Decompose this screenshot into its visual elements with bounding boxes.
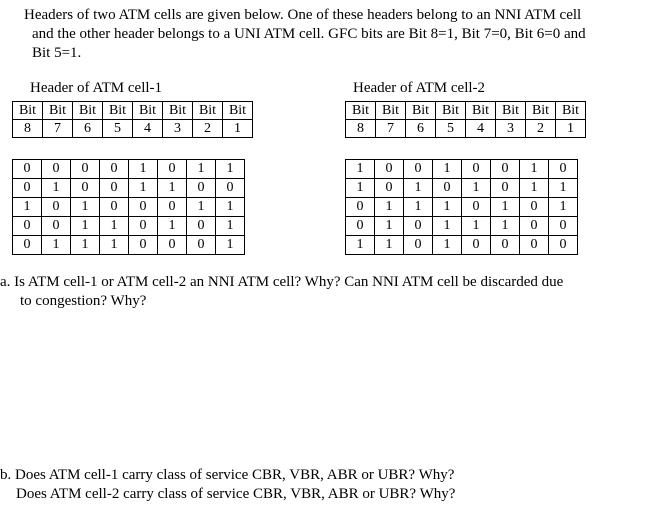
bit-label: Bit: [496, 102, 526, 120]
bit-cell: 1: [71, 198, 100, 217]
bit-cell: 1: [216, 217, 245, 236]
cell1-bit-header-table: [12, 101, 253, 138]
bit-number: 7: [43, 120, 73, 138]
bit-cell: 0: [13, 217, 42, 236]
table-row: [13, 179, 245, 198]
bit-cell: 1: [100, 217, 129, 236]
bit-cell: 0: [462, 236, 491, 255]
intro-line-1: Headers of two ATM cells are given below. One of these headers belong to an NNI ATM cell: [24, 7, 582, 23]
bit-label: Bit: [193, 102, 223, 120]
cell2-title: Header of ATM cell-2: [353, 80, 486, 96]
table-row: [346, 160, 578, 179]
bit-cell: 0: [346, 198, 375, 217]
table-row: [346, 179, 578, 198]
bit-cell: 0: [71, 160, 100, 179]
bit-cell: 0: [462, 160, 491, 179]
bit-cell: 0: [404, 217, 433, 236]
bit-cell: 1: [375, 236, 404, 255]
bit-number: 8: [346, 120, 376, 138]
question-a-line-1: a. Is ATM cell-1 or ATM cell-2 an NNI ATM cell? Why? Can NNI ATM cell be discarded due: [0, 274, 564, 290]
bit-label: Bit: [223, 102, 253, 120]
bit-label: Bit: [376, 102, 406, 120]
bit-cell: 1: [520, 160, 549, 179]
table-row: [13, 236, 245, 255]
bit-cell: 1: [216, 198, 245, 217]
cell1-title: Header of ATM cell-1: [30, 80, 163, 96]
table-row: [13, 160, 245, 179]
bit-number: 8: [13, 120, 43, 138]
bit-label: Bit: [43, 102, 73, 120]
bit-label: Bit: [73, 102, 103, 120]
bit-cell: 0: [129, 198, 158, 217]
bit-cell: 0: [158, 198, 187, 217]
bit-label: Bit: [103, 102, 133, 120]
bit-cell: 1: [549, 179, 578, 198]
bit-label: Bit: [13, 102, 43, 120]
bit-cell: 0: [462, 198, 491, 217]
bit-cell: 1: [187, 198, 216, 217]
bit-cell: 0: [520, 217, 549, 236]
question-b-line-2: Does ATM cell-2 carry class of service CBR, VBR, ABR or UBR? Why?: [16, 486, 456, 502]
bit-number: 1: [556, 120, 586, 138]
bit-cell: 1: [462, 179, 491, 198]
bit-cell: 1: [129, 179, 158, 198]
bit-cell: 0: [216, 179, 245, 198]
bit-cell: 1: [71, 217, 100, 236]
table-row: [13, 217, 245, 236]
bit-number: 7: [376, 120, 406, 138]
question-b-line-1: b. Does ATM cell-1 carry class of service CBR, VBR, ABR or UBR? Why?: [0, 467, 455, 483]
bit-cell: 0: [158, 160, 187, 179]
cell1-bit-number-row: [13, 120, 253, 138]
bit-cell: 1: [187, 160, 216, 179]
bit-cell: 0: [549, 217, 578, 236]
bit-cell: 1: [158, 179, 187, 198]
bit-cell: 1: [433, 198, 462, 217]
bit-cell: 0: [42, 198, 71, 217]
bit-label: Bit: [556, 102, 586, 120]
bit-cell: 0: [491, 236, 520, 255]
cell2-bits-table: [345, 159, 578, 255]
bit-cell: 1: [375, 198, 404, 217]
bit-cell: 1: [346, 160, 375, 179]
table-row: [346, 236, 578, 255]
bit-cell: 1: [433, 217, 462, 236]
bit-cell: 1: [71, 236, 100, 255]
bit-number: 1: [223, 120, 253, 138]
bit-cell: 0: [13, 160, 42, 179]
bit-cell: 0: [158, 236, 187, 255]
bit-number: 6: [406, 120, 436, 138]
bit-cell: 0: [13, 236, 42, 255]
bit-label: Bit: [466, 102, 496, 120]
intro-line-2: and the other header belongs to a UNI ATM cell. GFC bits are Bit 8=1, Bit 7=0, Bit 6=0 and: [32, 26, 586, 42]
bit-cell: 1: [462, 217, 491, 236]
bit-label: Bit: [436, 102, 466, 120]
intro-paragraph: [24, 6, 624, 63]
bit-label: Bit: [163, 102, 193, 120]
bit-cell: 1: [158, 217, 187, 236]
bit-cell: 0: [100, 179, 129, 198]
bit-number: 2: [526, 120, 556, 138]
bit-label: Bit: [526, 102, 556, 120]
bit-cell: 0: [71, 179, 100, 198]
bit-cell: 0: [100, 198, 129, 217]
bit-cell: 0: [187, 179, 216, 198]
table-row: [346, 217, 578, 236]
bit-cell: 0: [375, 179, 404, 198]
bit-cell: 0: [549, 160, 578, 179]
bit-number: 6: [73, 120, 103, 138]
bit-cell: 0: [346, 217, 375, 236]
bit-cell: 0: [375, 160, 404, 179]
bit-cell: 1: [13, 198, 42, 217]
bit-cell: 1: [549, 198, 578, 217]
bit-cell: 0: [549, 236, 578, 255]
question-a-line-2: to congestion? Why?: [20, 293, 147, 309]
bit-cell: 1: [42, 236, 71, 255]
bit-cell: 1: [346, 236, 375, 255]
bit-cell: 1: [42, 179, 71, 198]
cell1-bits-table: [12, 159, 245, 255]
bit-cell: 1: [375, 217, 404, 236]
bit-cell: 0: [404, 160, 433, 179]
bit-number: 5: [103, 120, 133, 138]
bit-cell: 0: [187, 217, 216, 236]
cell2-bit-number-row: [346, 120, 586, 138]
bit-cell: 0: [42, 217, 71, 236]
bit-cell: 0: [100, 160, 129, 179]
bit-number: 4: [133, 120, 163, 138]
bit-number: 2: [193, 120, 223, 138]
bit-cell: 1: [433, 236, 462, 255]
bit-cell: 1: [346, 179, 375, 198]
bit-number: 3: [496, 120, 526, 138]
table-row: [346, 198, 578, 217]
bit-number: 4: [466, 120, 496, 138]
bit-number: 3: [163, 120, 193, 138]
bit-label: Bit: [346, 102, 376, 120]
bit-cell: 0: [491, 179, 520, 198]
bit-cell: 1: [100, 236, 129, 255]
bit-cell: 1: [404, 179, 433, 198]
bit-cell: 0: [520, 198, 549, 217]
bit-cell: 0: [129, 236, 158, 255]
bit-cell: 1: [404, 198, 433, 217]
bit-cell: 1: [491, 198, 520, 217]
cell2-bit-label-row: [346, 102, 586, 120]
table-row: [13, 198, 245, 217]
bit-cell: 1: [491, 217, 520, 236]
question-b: [0, 466, 640, 504]
bit-label: Bit: [406, 102, 436, 120]
intro-line-3: Bit 5=1.: [32, 45, 82, 61]
bit-cell: 0: [42, 160, 71, 179]
bit-cell: 1: [433, 160, 462, 179]
bit-cell: 0: [520, 236, 549, 255]
bit-cell: 0: [491, 160, 520, 179]
bit-cell: 1: [216, 236, 245, 255]
question-a: [0, 273, 640, 311]
bit-label: Bit: [133, 102, 163, 120]
cell2-bit-header-table: [345, 101, 586, 138]
bit-cell: 0: [13, 179, 42, 198]
cell1-bit-label-row: [13, 102, 253, 120]
bit-cell: 0: [433, 179, 462, 198]
bit-cell: 0: [129, 217, 158, 236]
bit-cell: 1: [129, 160, 158, 179]
bit-cell: 1: [520, 179, 549, 198]
bit-cell: 1: [216, 160, 245, 179]
bit-cell: 0: [404, 236, 433, 255]
bit-cell: 0: [187, 236, 216, 255]
bit-number: 5: [436, 120, 466, 138]
